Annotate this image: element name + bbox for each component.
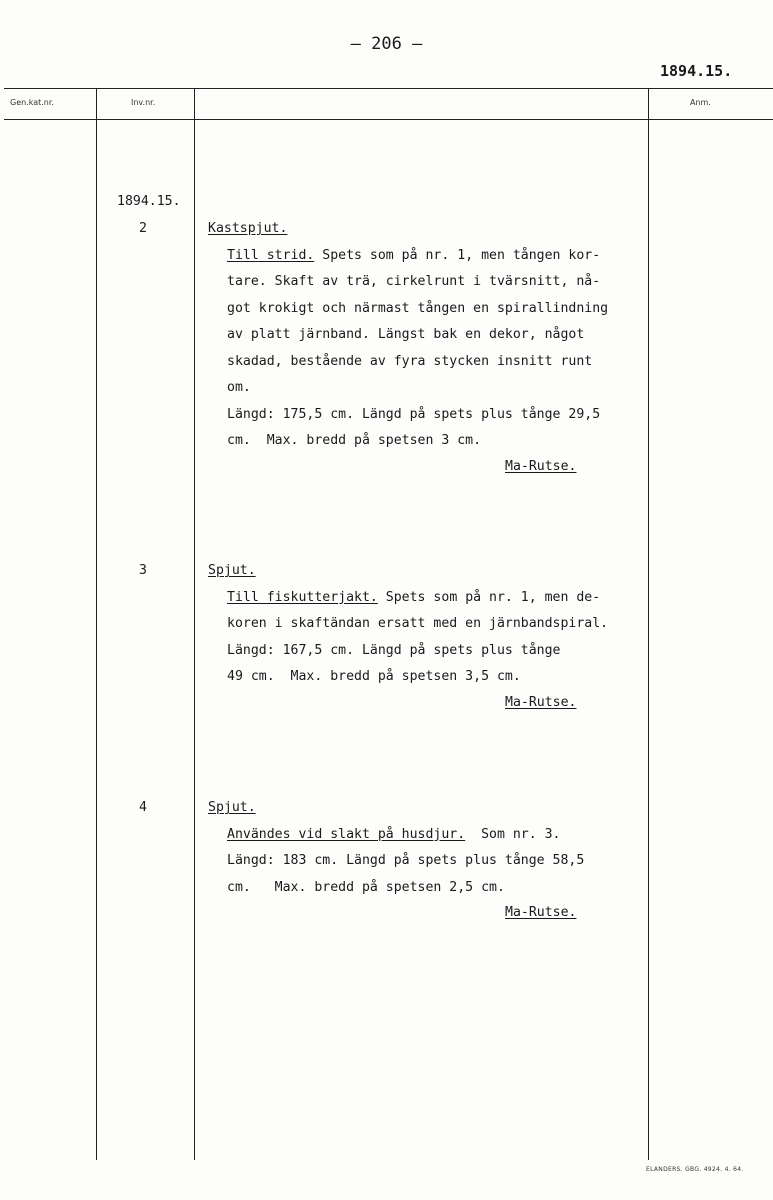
entry-origin-text: Ma-Rutse. [505, 695, 577, 710]
entry-origin [505, 900, 576, 927]
page-reference: 1894.15. [660, 62, 733, 80]
collection-number: 1894.15. [117, 194, 181, 209]
entry-body [227, 822, 584, 902]
entry-line: 49 cm. Max. bredd på spetsen 3,5 cm. [227, 669, 521, 684]
entry-heading-text: Kastspjut. [208, 221, 288, 236]
entry-line: Som nr. 3. [465, 826, 561, 842]
printer-imprint: ELANDERS. GBG. 4924. 4. 64. [646, 1166, 744, 1173]
entry-origin-text: Ma-Rutse. [505, 459, 577, 474]
entry-number: 4 [139, 800, 147, 815]
column-divider-3 [648, 88, 649, 1160]
column-divider-2 [194, 88, 195, 1160]
entry-line: Spets som på nr. 1, men tången kor- [314, 247, 601, 263]
entry-purpose: Till strid. [227, 247, 315, 263]
entry-heading-text: Spjut. [208, 563, 256, 578]
column-label-anm: Anm. [690, 98, 711, 107]
entry-purpose: Till fiskutterjakt. [227, 589, 378, 605]
entry-body [227, 585, 608, 691]
entry-line: cm. Max. bredd på spetsen 2,5 cm. [227, 879, 505, 895]
entry-line: koren i skaftändan ersatt med en järnbandspiral. [227, 616, 609, 631]
header-top-rule [4, 88, 773, 89]
entry-line: cm. Max. bredd på spetsen 3 cm. [227, 433, 482, 448]
entry-line: skadad, bestående av fyra stycken insnitt runt [227, 353, 593, 369]
entry-origin-text: Ma-Rutse. [505, 905, 577, 920]
entry-line: Längd: 183 cm. Längd på spets plus tånge 58,5 [227, 853, 585, 868]
entry-purpose: Användes vid slakt på husdjur. [227, 826, 466, 842]
entry-line: Spets som på nr. 1, men de- [377, 589, 601, 605]
page-number: – 206 – [350, 34, 423, 54]
column-label-gen-kat-nr: Gen.kat.nr. [10, 98, 54, 107]
entry-line: tare. Skaft av trä, cirkelrunt i tvärsnitt, nå- [227, 274, 601, 289]
entry-body [227, 243, 608, 455]
entry-heading-text: Spjut. [208, 800, 256, 815]
entry-line: Längd: 175,5 cm. Längd på spets plus tånge 29,5 [227, 406, 601, 422]
entry-origin [505, 690, 576, 717]
header-bottom-rule [4, 119, 773, 120]
entry-heading [208, 216, 287, 243]
entry-origin [505, 454, 576, 481]
entry-line: om. [227, 380, 251, 395]
entry-heading [208, 795, 256, 822]
entry-heading [208, 558, 256, 585]
entry-number: 3 [139, 563, 147, 578]
column-label-inv-nr: Inv.nr. [131, 98, 156, 107]
column-divider-1 [96, 88, 97, 1160]
entry-number: 2 [139, 221, 147, 236]
entry-line: Längd: 167,5 cm. Längd på spets plus tånge [227, 642, 561, 658]
entry-line: av platt järnband. Längst bak en dekor, något [227, 327, 585, 342]
entry-line: got krokigt och närmast tången en spirallindning [227, 300, 609, 316]
